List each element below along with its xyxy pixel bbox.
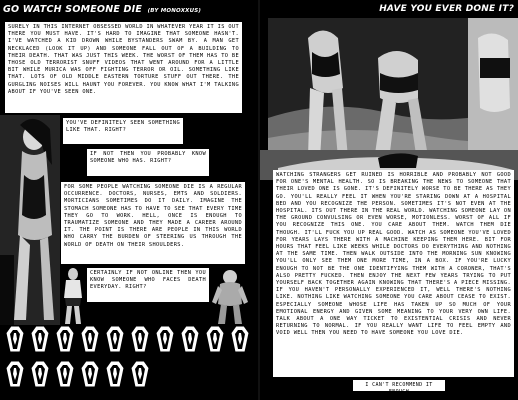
question-two: IF NOT THEN YOU PROBABLY KNOW SOMEONE WHO HAS. RIGHT?: [87, 149, 209, 176]
figure-photo-left: [60, 266, 86, 324]
intro-paragraph: SURELY IN THIS INTERNET OBSESSED WORLD IN WHATEVER YEAR IT IS OUT THERE YOU MUST HAVE. IT'S HARD TO IMAGINE THAT SOMEONE HASN'T. I'VE WATCHED A KID DROWN WHILE BYSTANDERS SWAM BY. A MAN GET NECKLACED (LOOK IT UP) AND SOMEONE FALL OUT OF A BUILDING TO THEIR DEATH. THAT WAS JUST THIS WEEK. THE WORST OF THEM HAS TO BE THOSE OLD TERRORIST SNUFF VIDEOS THAT WENT AROUND FOR A LITTLE BIT WHILE MURICA WAS OFF FIGHTING TERROR OR OIL. SOMETHING LIKE THAT. LOTS OF OLD MIDDLE EASTERN TORTURE STUFF OUT THERE. THE GURGLING NOISES WILL HAUNT YOU FOREVER. YOU KNOW WHAT I'M TALKING ABOUT IF YOU'VE SEEN ONE.: [5, 22, 242, 113]
title-text: GO WATCH SOMEONE DIE: [3, 4, 143, 15]
closing-line: I CAN'T RECOMMEND IT ENOUGH: [353, 380, 445, 391]
coffin-icon: [30, 360, 50, 388]
article-subtitle: HAVE YOU EVER DONE IT?: [379, 4, 514, 14]
coffin-icon: [155, 325, 175, 353]
coffin-icon: [5, 325, 25, 353]
coffin-icon: [130, 360, 150, 388]
question-one: YOU'VE DEFINITELY SEEN SOMETHING LIKE THAT. RIGHT?: [63, 118, 183, 144]
left-portrait-photo: [0, 115, 60, 325]
coffin-icon: [180, 325, 200, 353]
coffin-icon: [80, 360, 100, 388]
coffin-icon: [80, 325, 100, 353]
coffin-icon: [205, 325, 225, 353]
coffin-icon: [55, 360, 75, 388]
coffin-grid: [2, 325, 258, 391]
coffin-icon: [55, 325, 75, 353]
main-body-paragraph: WATCHING STRANGERS GET RUINED IS HORRIBLE AND PROBABLY NOT GOOD FOR ONE'S MENTAL HEALTH. SO IS BREAKING THE NEWS TO SOMEONE THAT THEIR LOVED ONE IS GONE. IT'S DEFINITELY WORSE TO BE THERE AS THEY GO. YOU'LL REALLY FEEL IT WHEN YOU'RE STARING DOWN AT A HOSPITAL BED AND YOU RECOGNIZE THE PERSON. SOMETIMES IT'S NOT EVEN AT THE HOSPITAL. ITS OUT THERE IN THE REAL WORLD. WATCHING SOMEONE LAY ON THE GROUND CONVULSING OR EVEN WORSE, MOTIONLESS. WORST OF ALL IF YOU RECOGNIZE THIS ONE. YOU CARE ABOUT THEM. WATCH THEM DIE THOUGH. IT'LL FUCK YOU UP REAL GOOD. WATCH AS SOMEONE YOU'VE LOVED FOR YEARS LAYS THERE WITH A MACHINE KEEPING THEM HERE. BIT FOR HOURS THAT FEEL LIKE WEEKS WHILE DOCTORS DO EVERYTHING AND NOTHING AT THE SAME TIME. THEN WALK OUTSIDE INTO THE MORNING SUN KNOWING YOU'LL ONLY SEE THEM ONE MORE TIME, IN A BOX. IF YOU'RE LUCKY ENOUGH TO NOT BE THE ONE IDENTIFYING THEM WITH A CORONER, THAT'S ALSO PRETTY FUCKED. THEN ENJOY THE NEXT FEW YEARS TRYING TO PUT YOURSELF BACK TOGETHER AGAIN KNOWING THAT THERE'S A PIECE MISSING. IF YOU HAVEN'T PERSONALLY EXPERIENCED IT, WELL THERE'S NOTHING LIKE. NOTHING LIKE WATCHING SOMEONE YOU CARE ABOUT CEASE TO EXIST. ESPECIALLY SOMEONE WHOSE LIFE HAS TAKEN UP SO MUCH OF YOUR EMOTIONAL ENERGY AND GIVEN SOME MEANING TO YOUR VERY OWN LIFE. TALK ABOUT A ONE WAY TICKET TO EXISTENTIAL CRISIS AND NEVER RETURNING TO NORMAL. IF YOU REALLY WANT LIFE TO FEEL EMPTY AND VOID WELL THEN YOU NEED TO HAVE SOMEONE YOU LOVE DIE.: [273, 170, 514, 377]
top-right-photo: [268, 18, 518, 170]
people-paragraph: FOR SOME PEOPLE WATCHING SOMEONE DIE IS A REGULAR OCCURRENCE. DOCTORS, NURSES, EMTS AND SOLDIERS. MORTICIANS SOMETIMES DO IT DAILY. IMAGINE THE STOMACH SOMEONE HAS TO HAVE TO SEE THAT EVERY TIME THEY GO TO WORK. HELL, ONCE IS ENOUGH TO TRAUMATIZE SOMEONE AND THEY MADE A CAREER AROUND IT. THE POINT IS THERE ARE PEOPLE IN THIS WORLD WHO CARRY THE BURDEN OF STEERING US THROUGH THE WORLD OF DEATH ON THEIR SHOULDERS.: [61, 182, 245, 264]
coffin-icon: [105, 360, 125, 388]
coffin-icon: [5, 360, 25, 388]
byline: (BY MONOXXUS): [147, 8, 202, 14]
certainly-paragraph: CERTAINLY IF NOT ONLINE THEN YOU KNOW SOMEONE WHO FACES DEATH EVERYDAY. RIGHT?: [87, 268, 209, 302]
coffin-icon: [105, 325, 125, 353]
coffin-icon: [30, 325, 50, 353]
page-gutter: [258, 0, 260, 400]
coffin-icon: [230, 325, 250, 353]
article-title: [3, 4, 201, 15]
coffin-icon: [130, 325, 150, 353]
figure-photo-right: [212, 268, 248, 324]
